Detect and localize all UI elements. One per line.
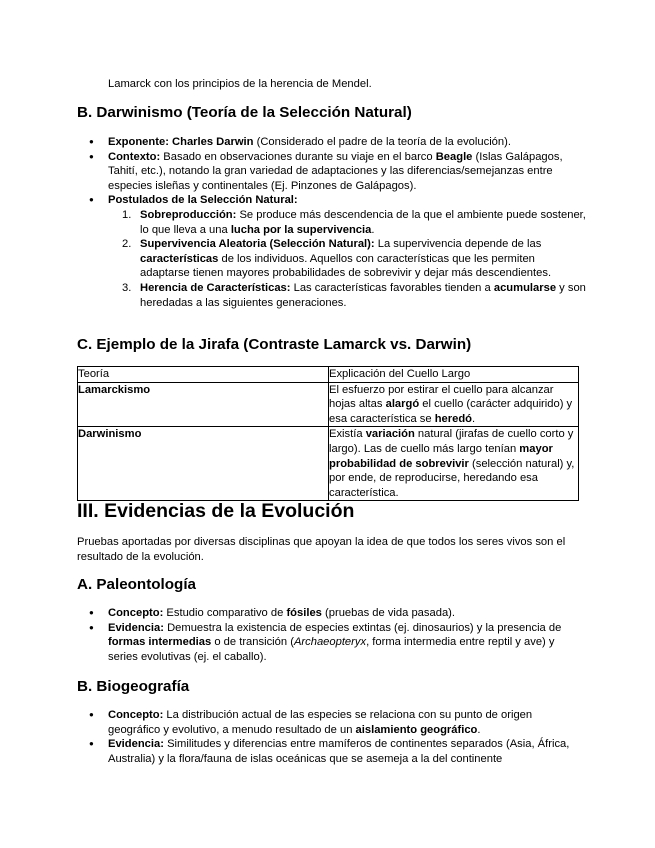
postulado-item: 1. Sobreproducción: Se produce más descendencia de la que el ambiente puede sostener, lo que lleva a una lucha por la supervivencia. <box>122 208 586 236</box>
postulado-item: 2. Supervivencia Aleatoria (Selección Natural): La supervivencia depende de las características de los individuos. Aquellos con características que les permiten adaptarse tienen mayores probabilidades de sobrevivir y dejar más descendientes. <box>122 238 552 280</box>
paleontologia-list <box>86 606 586 664</box>
evidencias-heading: III. Evidencias de la Evolución <box>77 500 355 522</box>
column-header: Teoría <box>78 367 329 383</box>
postulado-item: 3. Herencia de Características: Las características favorables tienden a acumularse y son heredadas a las siguientes generaciones. <box>122 281 586 309</box>
evidencias-intro: Pruebas aportadas por diversas disciplinas que apoyan la idea de que todos los seres vivos son el resultado de la evolución. <box>77 536 566 563</box>
table-row <box>78 427 579 501</box>
list-item-concepto: ● Concepto: Estudio comparativo de fósiles (pruebas de vida pasada). <box>86 606 586 621</box>
list-item-evidencia: ● Evidencia: Similitudes y diferencias entre mamíferos de continentes separados (Asia, África, Australia) y la flora/fauna de islas oceánicas que se asemeja a la del continente <box>86 737 586 766</box>
list-item-postulados: ● Postulados de la Selección Natural: 1. Sobreproducción: Se produce más descendencia de la que el ambiente puede sostener, lo que lleva a una lucha por la supervivencia. 2. Supervivencia Aleatoria (Selección Natural): La supervivencia depende de las características de los individuos. Aquellos con características que les permiten adaptarse tienen mayores probabilidades de sobrevivir y dejar más descendientes. 3. Herencia de Características: Las características favorables tienden a acumularse y son heredadas a las siguientes generaciones. <box>86 193 586 310</box>
darwinismo-heading: B. Darwinismo (Teoría de la Selección Natural) <box>77 104 412 121</box>
paleontologia-heading: A. Paleontología <box>77 576 196 593</box>
table-header-row <box>78 367 579 383</box>
theory-cell: Lamarckismo <box>78 382 329 427</box>
explanation-cell: Existía variación natural (jirafas de cuello corto y largo). Las de cuello más largo tenían mayor probabilidad de sobrevivir (selección natural) y, por ende, de reproducirse, heredando esa característica. <box>329 427 579 501</box>
list-item-evidencia: ● Evidencia: Demuestra la existencia de especies extintas (ej. dinosaurios) y la presencia de formas intermedias o de transición (Archaeopteryx, forma intermedia entre reptil y ave) y series evolutivas (ej. el caballo). <box>86 621 586 665</box>
postulados-list <box>108 208 586 310</box>
table-row <box>78 382 579 427</box>
list-item-exponente: ● Exponente: Charles Darwin (Considerado el padre de la teoría de la evolución). <box>86 135 586 150</box>
column-header: Explicación del Cuello Largo <box>329 367 579 383</box>
explanation-cell: El esfuerzo por estirar el cuello para alcanzar hojas altas alargó el cuello (carácter adquirido) y esa característica se heredó. <box>329 382 579 427</box>
continuation-text: Lamarck con los principios de la herencia de Mendel. <box>108 78 372 90</box>
list-item-concepto: ● Concepto: La distribución actual de las especies se relaciona con su punto de origen geográfico y evolutivo, a menudo resultado de un aislamiento geográfico. <box>86 708 586 737</box>
list-item-contexto: ● Contexto: Basado en observaciones durante su viaje en el barco Beagle (Islas Galápagos, Tahití, etc.), notando la gran variedad de adaptaciones y las diferencias/semejanzas entre especies isleñas y continentales (Ej. Pinzones de Galápagos). <box>86 150 586 194</box>
biogeografia-heading: B. Biogeografía <box>77 678 190 695</box>
biogeografia-list <box>86 708 586 766</box>
theory-cell: Darwinismo <box>78 427 329 501</box>
jirafa-table <box>77 366 579 501</box>
darwinismo-list <box>86 135 586 310</box>
jirafa-heading: C. Ejemplo de la Jirafa (Contraste Lamarck vs. Darwin) <box>77 336 472 353</box>
